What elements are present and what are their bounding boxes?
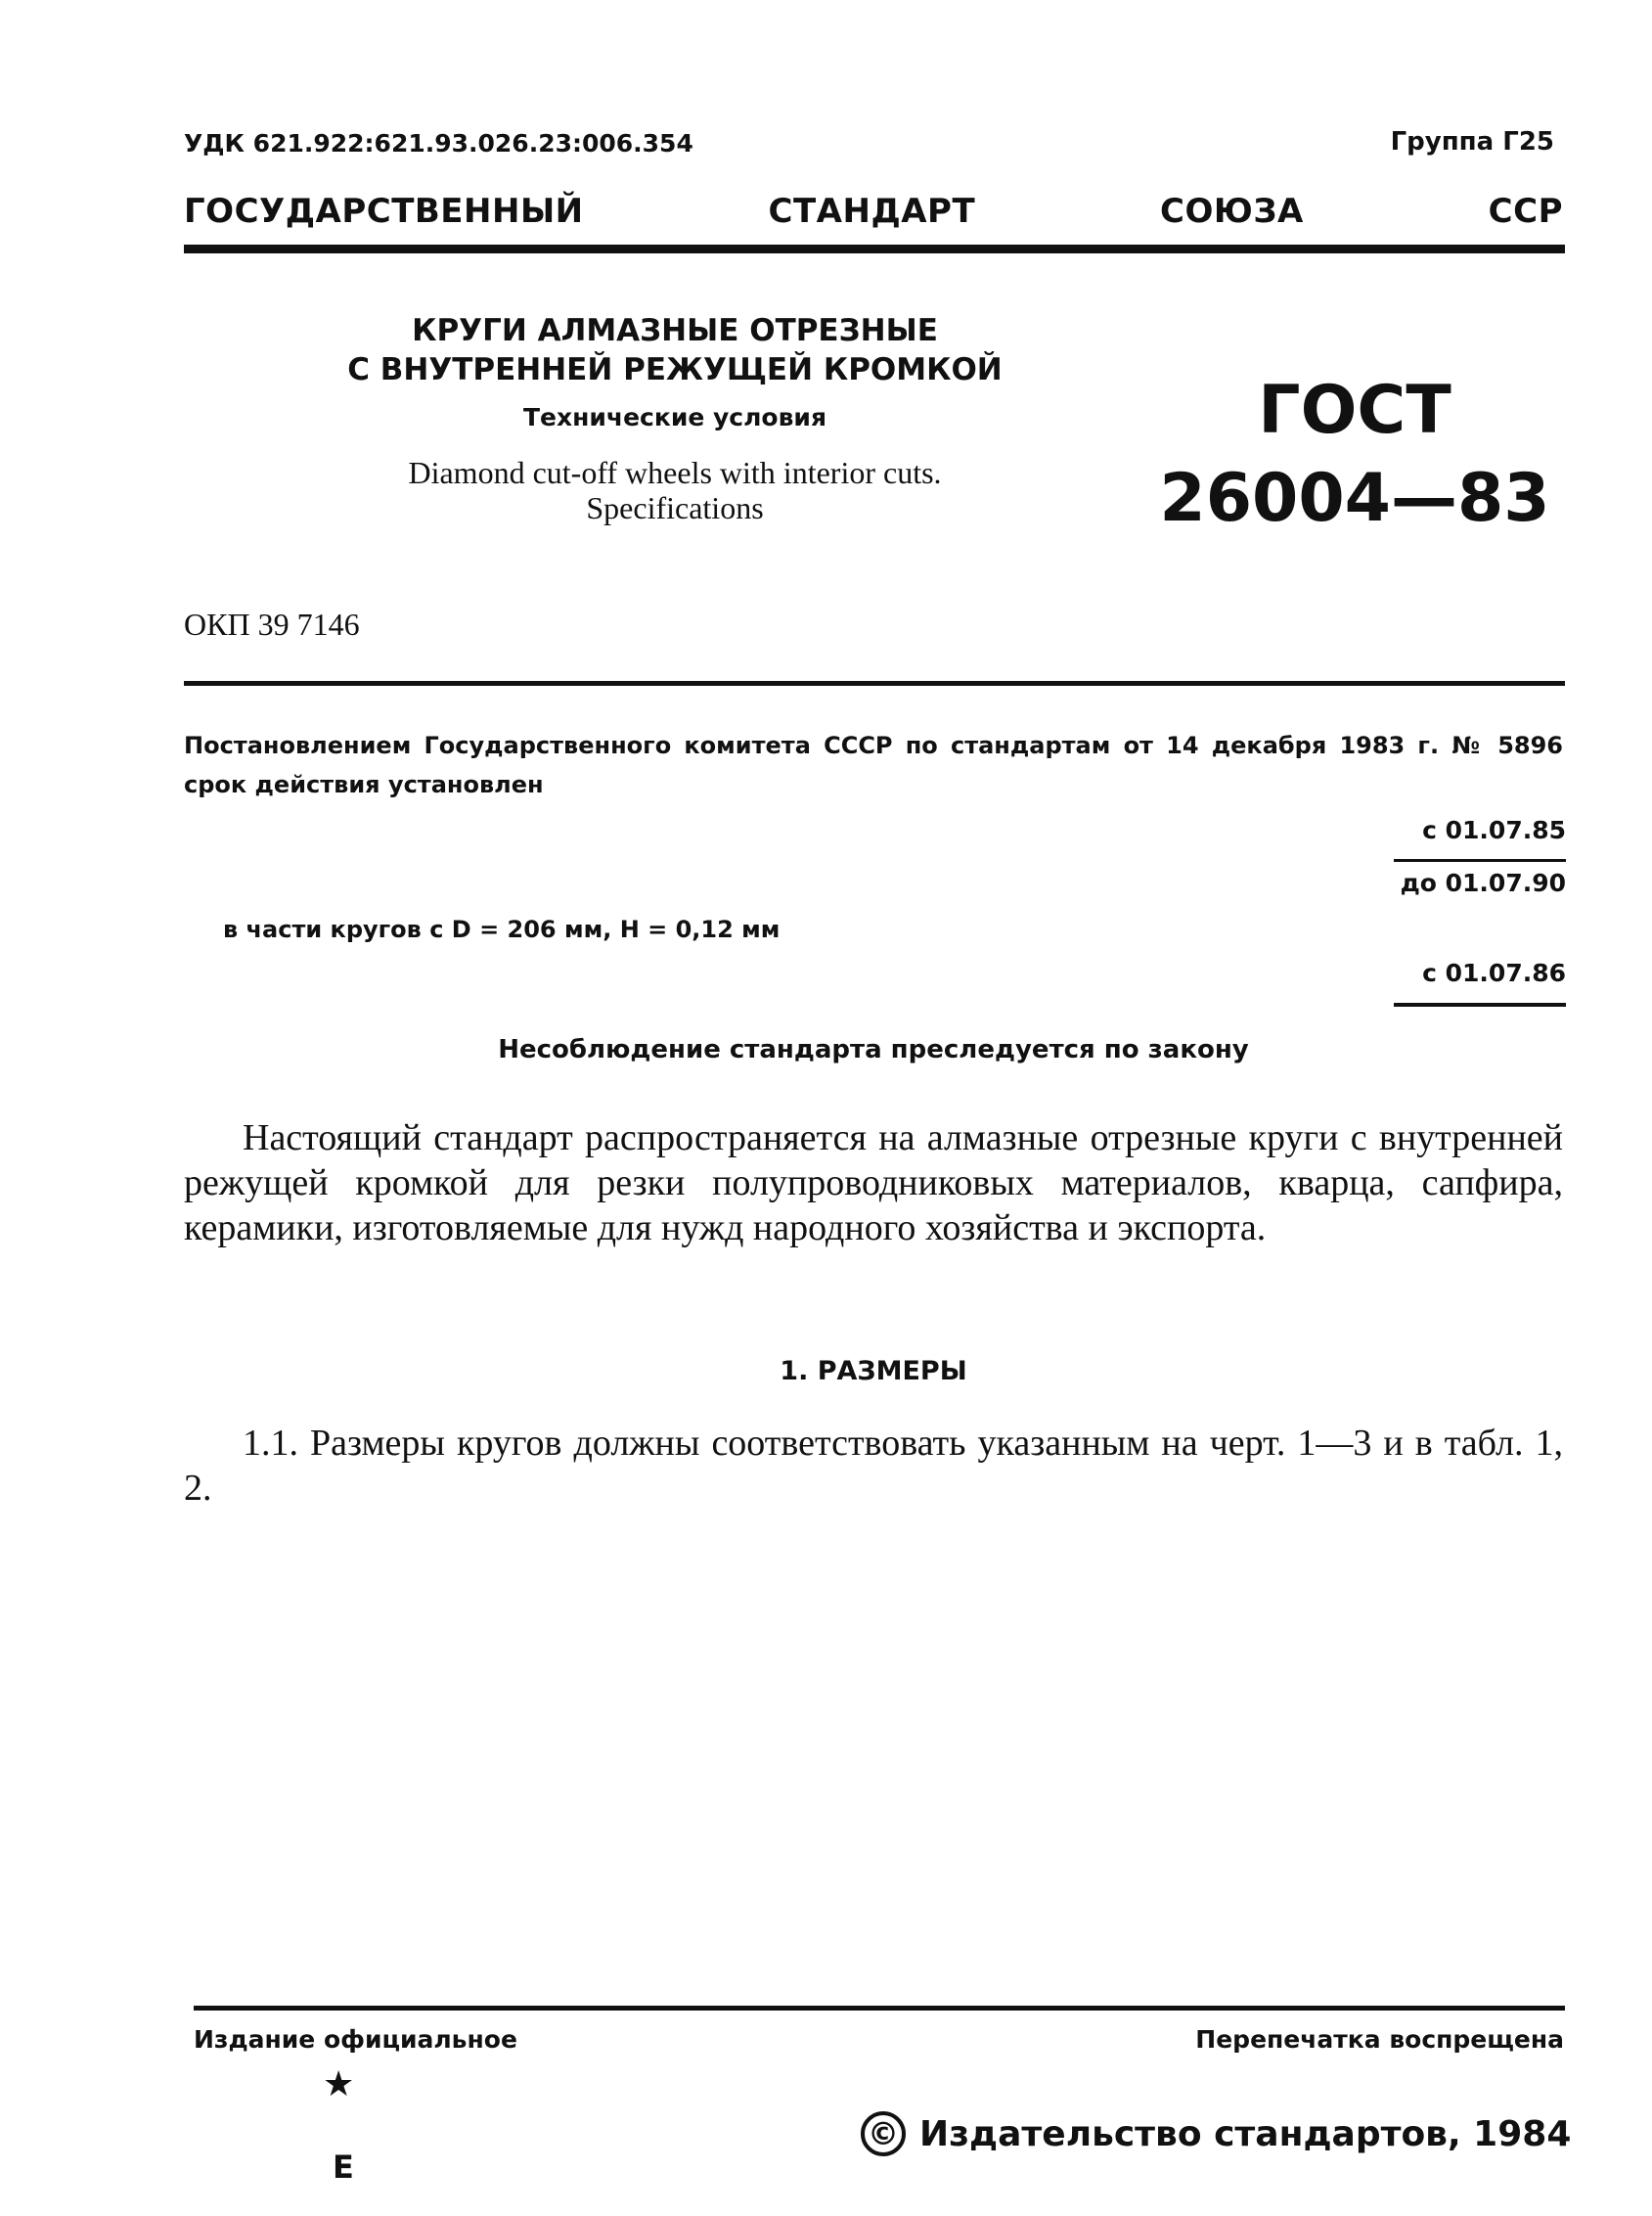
partial-effective-date: с 01.07.86: [1422, 959, 1566, 987]
effective-date-from: с 01.07.85: [1422, 816, 1566, 844]
official-edition-note: Издание официальное: [194, 2025, 517, 2054]
title-line: С ВНУТРЕННЕЙ РЕЖУЩЕЙ КРОМКОЙ: [347, 352, 1003, 387]
group-code: Группа Г25: [1390, 127, 1554, 157]
copyright-line: [861, 2111, 1571, 2156]
date-rule: [1394, 859, 1566, 862]
section-rule: [184, 681, 1565, 686]
footer-rule: [194, 2006, 1565, 2011]
section-heading: 1. РАЗМЕРЫ: [780, 1356, 967, 1386]
star-icon: ★: [323, 2064, 355, 2104]
header-word: ССР: [1488, 192, 1563, 231]
title-subtitle: Технические условия: [523, 403, 826, 431]
effective-date-to: до 01.07.90: [1400, 869, 1566, 897]
reprint-note: Перепечатка воспрещена: [1195, 2025, 1564, 2054]
copyright-icon: ©: [861, 2111, 906, 2156]
intro-text: Настоящий стандарт распространяется на алмазные отрезные круги с внутренней режущей кромкой для резки полупроводниковых материалов, кварца, сапфира, керамики, изготовляемые для нужд народного хозяйства и экспорта.: [184, 1117, 1563, 1248]
intro-paragraph: [184, 1115, 1563, 1250]
date-rule: [1394, 1003, 1566, 1007]
title-line: КРУГИ АЛМАЗНЫЕ ОТРЕЗНЫЕ: [412, 313, 938, 348]
clause-text: 1.1. Размеры кругов должны соответствовать указанным на черт. 1—3 и в табл. 1, 2.: [184, 1423, 1563, 1509]
english-title-line: Specifications: [586, 490, 764, 525]
decree-text: Постановлением Государственного комитета СССР по стандартам от 14 декабря 1983 г. № 5896 срок действия установлен: [184, 732, 1563, 798]
standard-header: [184, 192, 1563, 231]
clause-1-1: [184, 1421, 1563, 1511]
gost-number: 26004—83: [1159, 460, 1550, 537]
english-title-line: Diamond cut-off wheels with interior cuts.: [408, 455, 942, 490]
partial-scope-text: в части кругов с D = 206 мм, H = 0,12 мм: [223, 916, 781, 943]
header-word: СОЮЗА: [1160, 192, 1304, 231]
title-block: [274, 311, 1076, 525]
category-letter: Е: [333, 2148, 354, 2186]
header-word: ГОСУДАРСТВЕННЫЙ: [184, 192, 584, 231]
header-word: СТАНДАРТ: [768, 192, 976, 231]
publisher-text: Издательство стандартов, 1984: [919, 2113, 1572, 2154]
udk-code: УДК 621.922:621.93.026.23:006.354: [184, 129, 693, 158]
law-notice: Несоблюдение стандарта преследуется по закону: [498, 1035, 1249, 1064]
gost-designation: [1154, 372, 1555, 538]
gost-label: ГОСТ: [1258, 372, 1451, 449]
header-rule: [184, 245, 1565, 253]
okp-code: ОКП 39 7146: [184, 607, 360, 642]
